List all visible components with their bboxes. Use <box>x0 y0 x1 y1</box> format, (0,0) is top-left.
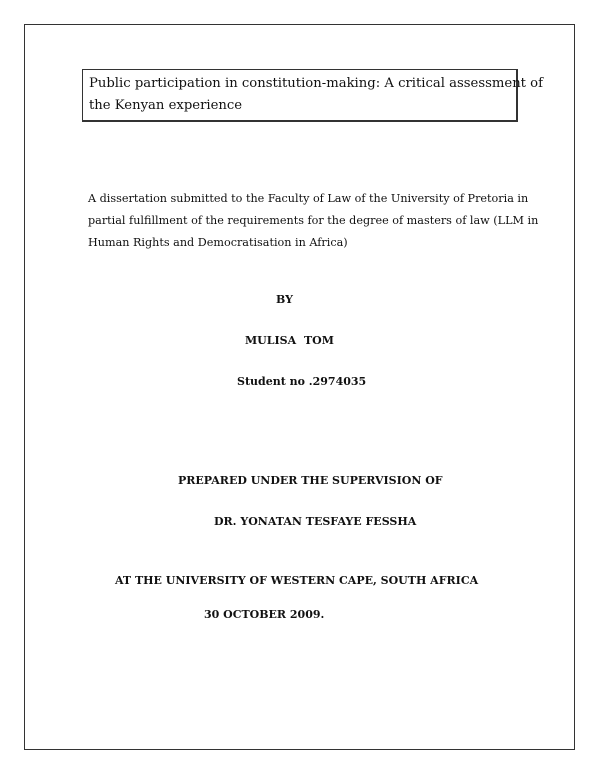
statement-line-2: partial fulfillment of the requirements for the degree of masters of law (LLM in <box>88 214 539 227</box>
supervisor-name: DR. YONATAN TESFAYE FESSHA <box>214 515 417 528</box>
statement-line-3: Human Rights and Democratisation in Africa) <box>88 236 348 249</box>
by-label: BY <box>276 293 293 306</box>
title-line-2: the Kenyan experience <box>89 98 243 113</box>
author-name: MULISA TOM <box>245 334 334 347</box>
statement-line-1: A dissertation submitted to the Faculty of Law of the University of Pretoria in <box>88 192 529 205</box>
title-line-1: Public participation in constitution-making: A critical assessment of <box>89 76 543 91</box>
title-box <box>82 69 543 122</box>
dissertation-statement <box>88 188 539 254</box>
university-line: AT THE UNIVERSITY OF WESTERN CAPE, SOUTH AFRICA <box>115 574 479 587</box>
submission-date: 30 OCTOBER 2009. <box>204 608 325 621</box>
student-number: Student no .2974035 <box>237 375 367 388</box>
supervision-label: PREPARED UNDER THE SUPERVISION OF <box>178 474 443 487</box>
